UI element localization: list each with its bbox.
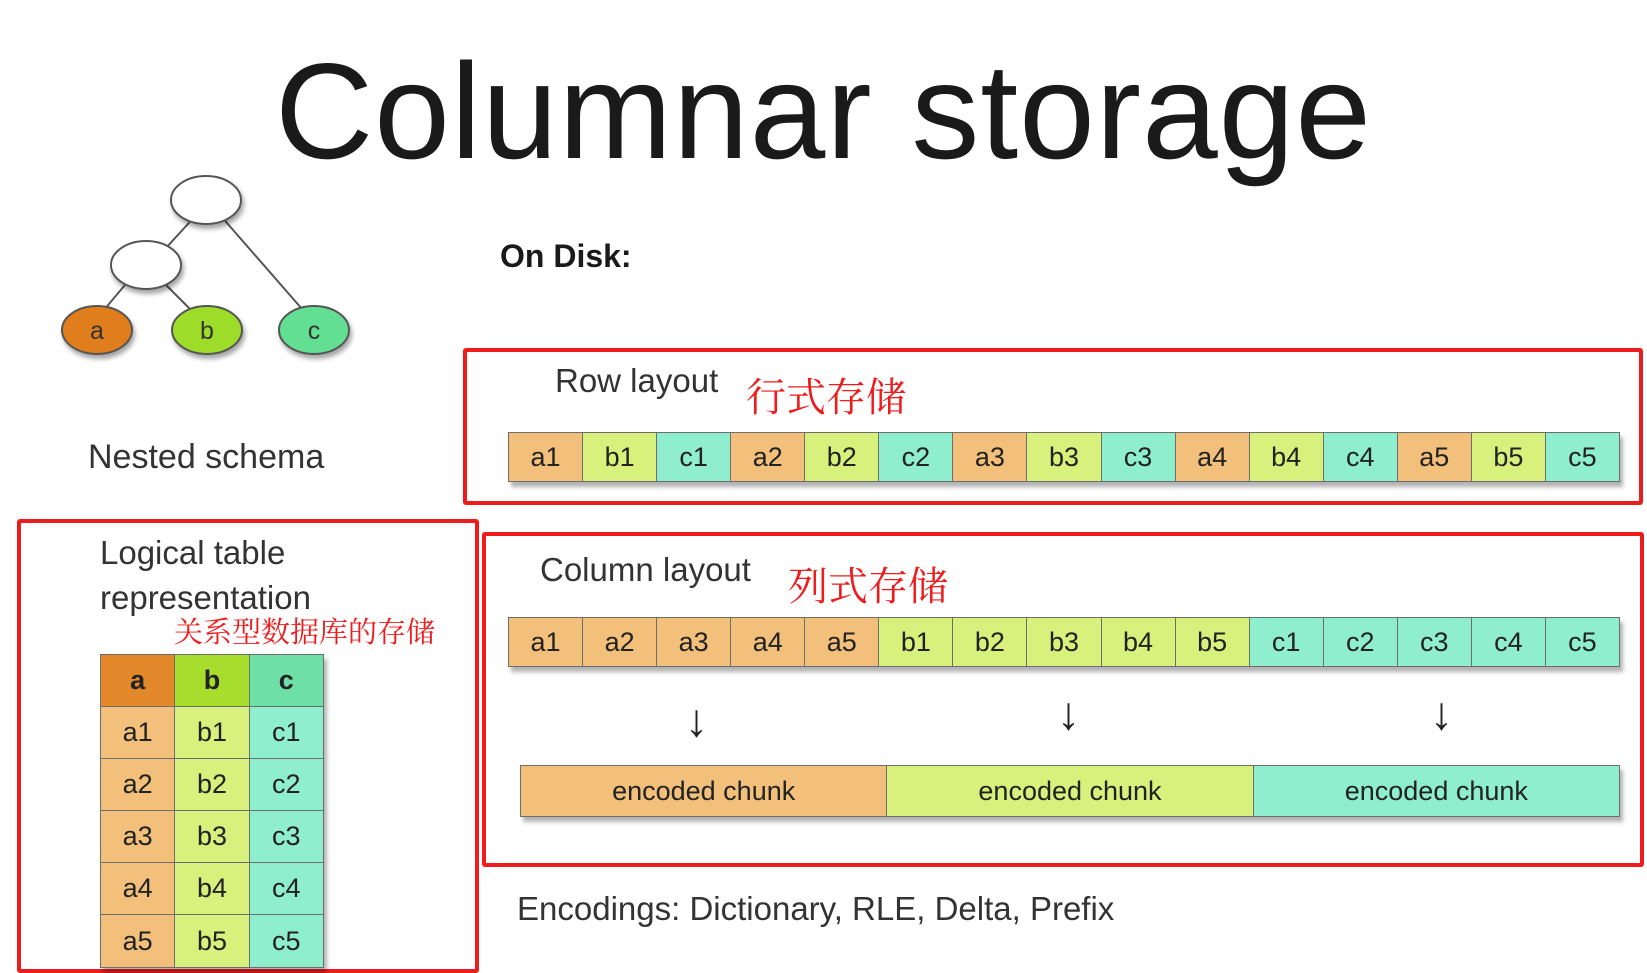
row-cell: c5 [1546, 433, 1619, 481]
row-cell: c2 [879, 433, 953, 481]
table-cell: b4 [175, 863, 249, 914]
encoded-chunk: encoded chunk [887, 766, 1253, 816]
table-cell: a4 [101, 863, 175, 914]
table-header-cell: b [175, 655, 249, 706]
row-cell: b3 [1027, 433, 1101, 481]
down-arrow-icon: ↓ [685, 694, 708, 746]
table-cell: b3 [175, 811, 249, 862]
encoded-chunk: encoded chunk [521, 766, 887, 816]
row-cell: b5 [1472, 433, 1546, 481]
nested-schema-label: Nested schema [88, 438, 325, 476]
column-cell: c2 [1324, 618, 1398, 666]
table-cell: c4 [250, 863, 323, 914]
table-cell: b2 [175, 759, 249, 810]
row-cell: c1 [657, 433, 731, 481]
column-cell: a1 [509, 618, 583, 666]
table-cell: c3 [250, 811, 323, 862]
row-cell: c3 [1102, 433, 1176, 481]
tree-leaf-b-label: b [200, 317, 214, 345]
table-cell: a5 [101, 915, 175, 967]
page-title: Columnar storage [275, 35, 1372, 187]
table-row [101, 863, 323, 915]
column-layout-cn-label: 列式存储 [788, 564, 948, 610]
table-row [101, 811, 323, 863]
logical-table [100, 654, 324, 968]
column-cell: b3 [1027, 618, 1101, 666]
row-cell: a4 [1176, 433, 1250, 481]
row-layout-strip [508, 432, 1620, 482]
down-arrow-icon: ↓ [1057, 687, 1080, 739]
row-cell: a5 [1398, 433, 1472, 481]
tree-leaf-a-label: a [90, 317, 104, 345]
column-cell: b2 [953, 618, 1027, 666]
table-row [101, 915, 323, 967]
logical-table-label-line1: Logical table [100, 534, 286, 571]
encoded-chunk: encoded chunk [1254, 766, 1619, 816]
row-cell: a1 [509, 433, 583, 481]
column-cell: a2 [583, 618, 657, 666]
table-cell: a2 [101, 759, 175, 810]
row-cell: c4 [1324, 433, 1398, 481]
row-layout-label: Row layout [555, 362, 719, 399]
column-cell: b5 [1176, 618, 1250, 666]
encodings-text: Encodings: Dictionary, RLE, Delta, Prefix [517, 890, 1115, 927]
encoded-chunks-strip [520, 765, 1620, 817]
table-header-cell: a [101, 655, 175, 706]
row-cell: b1 [583, 433, 657, 481]
table-cell: b1 [175, 707, 249, 758]
column-cell: b4 [1102, 618, 1176, 666]
table-cell: c1 [250, 707, 323, 758]
table-cell: c2 [250, 759, 323, 810]
column-cell: a4 [731, 618, 805, 666]
logical-table-label [100, 530, 311, 620]
column-cell: c4 [1472, 618, 1546, 666]
down-arrow-icon: ↓ [1430, 687, 1453, 739]
row-cell: b2 [805, 433, 879, 481]
table-header-cell: c [250, 655, 323, 706]
on-disk-label: On Disk: [500, 238, 632, 274]
column-cell: b1 [879, 618, 953, 666]
table-row [101, 759, 323, 811]
table-row [101, 707, 323, 759]
row-cell: b4 [1250, 433, 1324, 481]
table-cell: a1 [101, 707, 175, 758]
row-cell: a2 [731, 433, 805, 481]
column-layout-label: Column layout [540, 551, 751, 588]
table-header-row [101, 655, 323, 707]
logical-table-label-line2: representation [100, 579, 311, 616]
column-cell: a5 [805, 618, 879, 666]
table-cell: c5 [250, 915, 323, 967]
column-cell: c1 [1250, 618, 1324, 666]
table-cell: a3 [101, 811, 175, 862]
column-cell: a3 [657, 618, 731, 666]
column-cell: c3 [1398, 618, 1472, 666]
row-layout-cn-label: 行式存储 [746, 375, 906, 421]
table-cell: b5 [175, 915, 249, 967]
row-cell: a3 [953, 433, 1027, 481]
nested-schema-tree [40, 175, 380, 390]
column-layout-strip [508, 617, 1620, 667]
logical-table-cn-label: 关系型数据库的存储 [174, 615, 436, 649]
column-cell: c5 [1546, 618, 1619, 666]
tree-inner-node [111, 241, 181, 289]
tree-root-node [171, 176, 241, 224]
tree-leaf-c-label: c [307, 317, 321, 345]
